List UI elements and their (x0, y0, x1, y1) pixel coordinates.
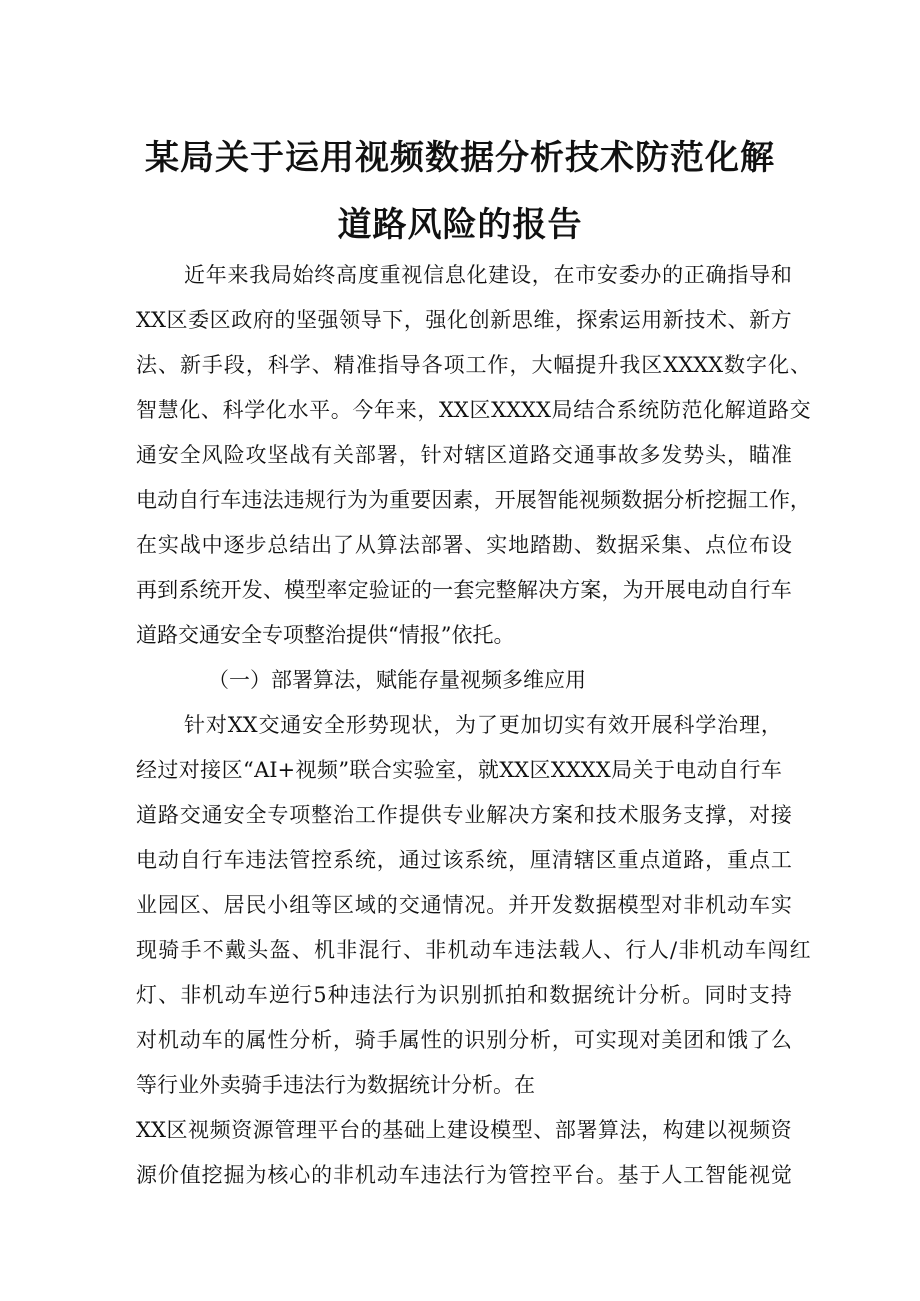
paragraph-line: 源 价 值 挖 掘 为 核 心 的 非 机 动 车 违 法 行 为 管 控 平 台 。 基 于 人 工 智 能 视 觉 (136, 1163, 792, 1187)
paragraph-line: 对 机 动 车 的 属 性 分 析 ， 骑 手 属 性 的 识 别 分 析 ， 可 实 现 对 美 团 和 饿 了 么 (136, 1028, 792, 1052)
paragraph-line: 电 动 自 行 车 违 法 管 控 系 统 ， 通 过 该 系 统 ， 厘 清 辖 区 重 点 道 路 ， 重 点 工 (136, 848, 792, 872)
paragraph-line: 道 路 交 通 安 全 专 项 整 治 工 作 提 供 专 业 解 决 方 案 和 技 术 服 务 支 撑 ， 对 接 (136, 803, 792, 827)
paragraph-line: XX 区 委 区 政 府 的 坚 强 领 导 下 ， 强 化 创 新 思 维 ， 探 索 运 用 新 技 术 、 新 方 (136, 308, 792, 332)
paragraph-line: （一）部署算法，赋能存量视频多维应用 (208, 668, 586, 692)
paragraph-line: 通 安 全 风 险 攻 坚 战 有 关 部 署 ， 针 对 辖 区 道 路 交 通 事 故 多 发 势 头 ， 瞄 准 (136, 443, 792, 467)
paragraph-line: 近 年 来 我 局 始 终 高 度 重 视 信 息 化 建 设 ， 在 市 安 委 办 的 正 确 指 导 和 (184, 263, 792, 287)
paragraph-line: 针 对 XX 交 通 安 全 形 势 现 状 ， 为 了 更 加 切 实 有 效 开 展 科 学 治 理 ， (184, 713, 782, 737)
paragraph-line: 现 骑 手 不 戴 头 盔 、 机 非 混 行 、 非 机 动 车 违 法 载 人 、 行 人 / 非 机 动 车 闯 红 (136, 938, 811, 962)
document-title-line-2: 道路风险的报告 (337, 205, 583, 245)
paragraph-line: 法 、 新 手 段 ， 科 学 、 精 准 指 导 各 项 工 作 ， 大 幅 提 升 我 区 XXXX 数 字 化 、 (136, 353, 811, 377)
paragraph-line: 智 慧 化 、 科 学 化 水 平 。 今 年 来 ， XX 区 XXXX 局 结 合 系 统 防 范 化 解 道 路 交 (136, 398, 811, 422)
paragraph-line: 在 实 战 中 逐 步 总 结 出 了 从 算 法 部 署 、 实 地 踏 勘 、 数 据 采 集 、 点 位 布 设 (136, 533, 792, 557)
paragraph-line: 业 园 区 、 居 民 小 组 等 区 域 的 交 通 情 况 。 并 开 发 数 据 模 型 对 非 机 动 车 实 (136, 893, 792, 917)
paragraph-line: XX 区 视 频 资 源 管 理 平 台 的 基 础 上 建 设 模 型 、 部 署 算 法 ， 构 建 以 视 频 资 (136, 1118, 792, 1142)
paragraph-line: 灯 、 非 机 动 车 逆 行 5 种 违 法 行 为 识 别 抓 拍 和 数 据 统 计 分 析 。 同 时 支 持 (136, 983, 792, 1007)
document-title-line-1: 某局关于运用视频数据分析技术防范化解 (145, 138, 775, 178)
paragraph-line: 等行业外卖骑手违法行为数据统计分析。在 (136, 1073, 535, 1097)
paragraph-line: 电 动 自 行 车 违 法 违 规 行 为 为 重 要 因 素 ， 开 展 智 能 视 频 数 据 分 析 挖 掘 工 作 ， (136, 488, 811, 512)
paragraph-line: 经 过 对 接 区 “ AI+ 视 频 ” 联 合 实 验 室 ， 就 XX 区 XXXX 局 关 于 电 动 自 行 车 (136, 758, 782, 782)
paragraph-line: 道路交通安全专项整治提供“情报”依托。 (136, 623, 515, 647)
paragraph-line: 再 到 系 统 开 发 、 模 型 率 定 验 证 的 一 套 完 整 解 决 方 案 ， 为 开 展 电 动 自 行 车 (136, 578, 792, 602)
